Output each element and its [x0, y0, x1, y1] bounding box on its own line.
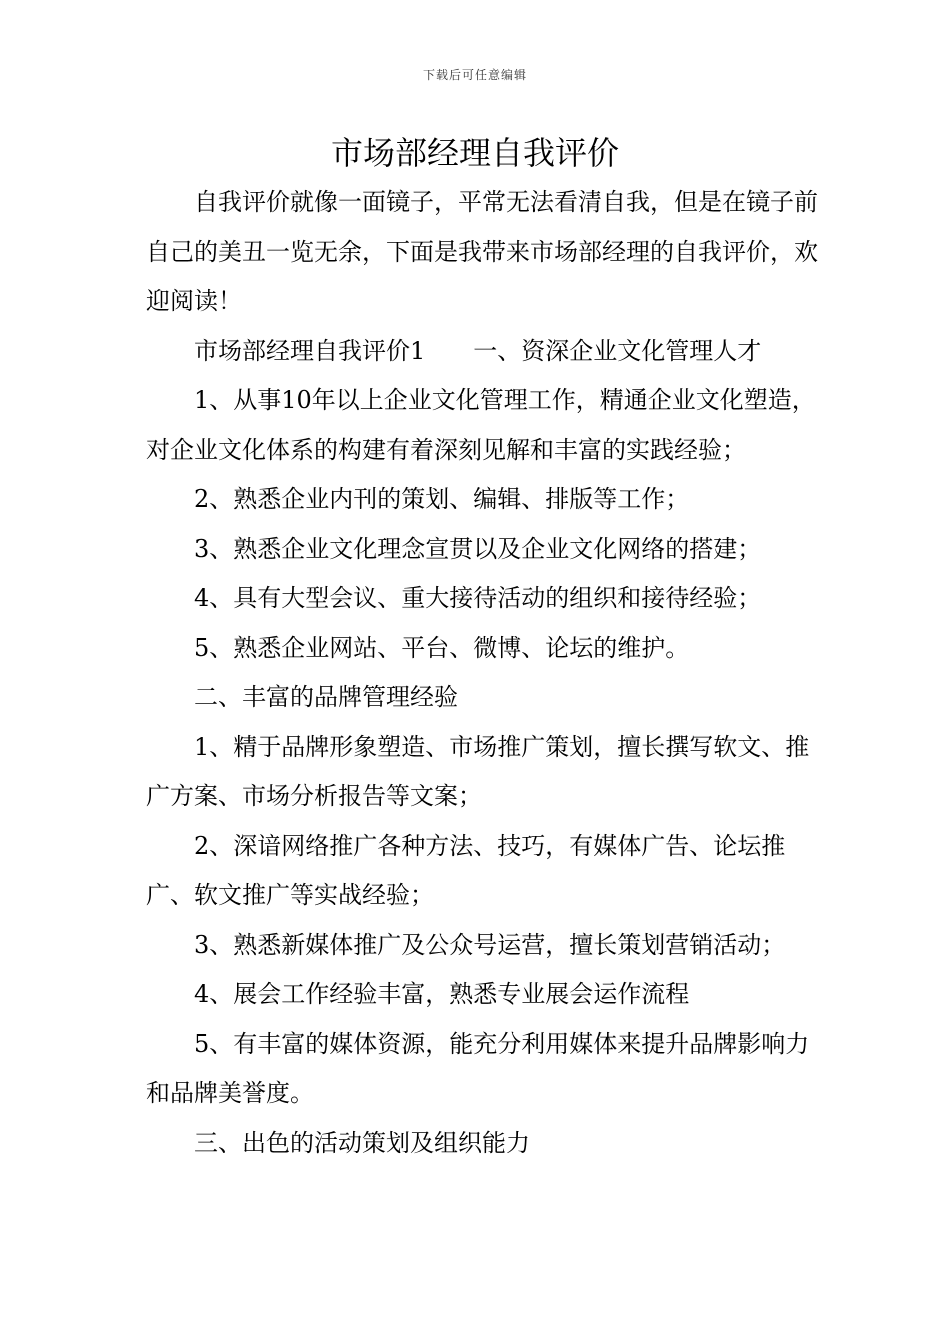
subtitle-text: 市场部经理自我评价1 [194, 336, 426, 365]
list-item: 5、熟悉企业网站、平台、微博、论坛的维护。 [194, 633, 690, 662]
list-item: 1、精于品牌形象塑造、市场推广策划，擅长撰写软文、推广方案、市场分析报告等文案； [146, 732, 810, 810]
header-note: 下载后可任意编辑 [422, 68, 527, 82]
list-item: 4、展会工作经验丰富，熟悉专业展会运作流程 [194, 980, 690, 1008]
section-one-heading: 一、资深企业文化管理人才 [473, 336, 762, 365]
section-heading: 三、出色的活动策划及组织能力 [194, 1128, 530, 1157]
list-item: 2、深谙网络推广各种方法、技巧，有媒体广告、论坛推广、软文推广等实战经验； [146, 831, 786, 909]
document-body [146, 178, 826, 1168]
list-item: 4、具有大型会议、重大接待活动的组织和接待经验； [194, 584, 762, 612]
intro-paragraph: 自我评价就像一面镜子，平常无法看清自我，但是在镜子前自己的美丑一览无余，下面是我带来市场部经理的自我评价，欢迎阅读！ [146, 188, 818, 315]
section-heading: 二、丰富的品牌管理经验 [194, 683, 458, 711]
list-item: 3、熟悉新媒体推广及公众号运营，擅长策划营销活动； [194, 930, 786, 959]
list-item: 3、熟悉企业文化理念宣贯以及企业文化网络的搭建； [194, 534, 762, 563]
document-title: 市场部经理自我评价 [330, 134, 619, 172]
list-item: 5、有丰富的媒体资源，能充分利用媒体来提升品牌影响力和品牌美誉度。 [146, 1029, 810, 1107]
list-item: 1、从事10年以上企业文化管理工作，精通企业文化塑造，对企业文化体系的构建有着深刻见解和丰富的实践经验； [146, 386, 816, 464]
list-item: 2、熟悉企业内刊的策划、编辑、排版等工作； [194, 485, 690, 513]
section-intro-line [146, 327, 826, 377]
